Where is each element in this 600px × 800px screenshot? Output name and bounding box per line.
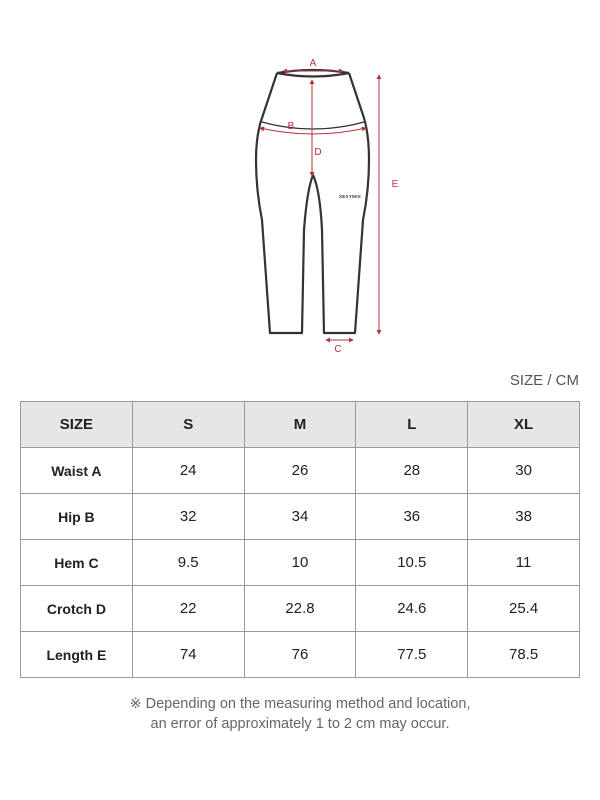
header-size: SIZE: [21, 402, 133, 448]
table-cell: 22.8: [244, 586, 356, 632]
table-cell: 76: [244, 632, 356, 678]
row-label: Hip B: [21, 494, 133, 540]
row-label: Crotch D: [21, 586, 133, 632]
measurement-note: [0, 694, 600, 734]
header-l: L: [356, 402, 468, 448]
table-row: [21, 586, 580, 632]
row-label: Hem C: [21, 540, 133, 586]
header-s: S: [132, 402, 244, 448]
table-cell: 22: [132, 586, 244, 632]
measure-c-label: C: [334, 344, 342, 355]
table-cell: 10: [244, 540, 356, 586]
header-xl: XL: [468, 402, 580, 448]
measure-d-label: D: [314, 147, 322, 158]
table-cell: 25.4: [468, 586, 580, 632]
unit-label: SIZE / CM: [509, 372, 579, 389]
measure-a-label: A: [309, 58, 317, 69]
table-cell: 34: [244, 494, 356, 540]
table-cell: 28: [356, 448, 468, 494]
table-cell: 32: [132, 494, 244, 540]
table-row: [21, 448, 580, 494]
table-row: [21, 540, 580, 586]
row-label: Waist A: [21, 448, 133, 494]
row-label: Length E: [21, 632, 133, 678]
note-line-1: ※ Depending on the measuring method and location,: [129, 696, 471, 712]
table-cell: 24.6: [356, 586, 468, 632]
table-cell: 11: [468, 540, 580, 586]
table-cell: 9.5: [132, 540, 244, 586]
measure-b-label: B: [287, 121, 295, 132]
leggings-measurement-diagram: [0, 0, 600, 360]
measure-e-label: E: [391, 179, 399, 190]
table-cell: 10.5: [356, 540, 468, 586]
size-chart-table: [20, 401, 580, 678]
table-cell: 24: [132, 448, 244, 494]
brand-logo: XEXYMIX: [338, 194, 362, 199]
table-row: [21, 632, 580, 678]
header-m: M: [244, 402, 356, 448]
table-cell: 36: [356, 494, 468, 540]
note-line-2: an error of approximately 1 to 2 cm may occur.: [150, 716, 450, 732]
table-header-row: [21, 402, 580, 448]
table-row: [21, 494, 580, 540]
table-cell: 30: [468, 448, 580, 494]
table-cell: 74: [132, 632, 244, 678]
table-cell: 78.5: [468, 632, 580, 678]
table-cell: 26: [244, 448, 356, 494]
table-cell: 77.5: [356, 632, 468, 678]
table-cell: 38: [468, 494, 580, 540]
